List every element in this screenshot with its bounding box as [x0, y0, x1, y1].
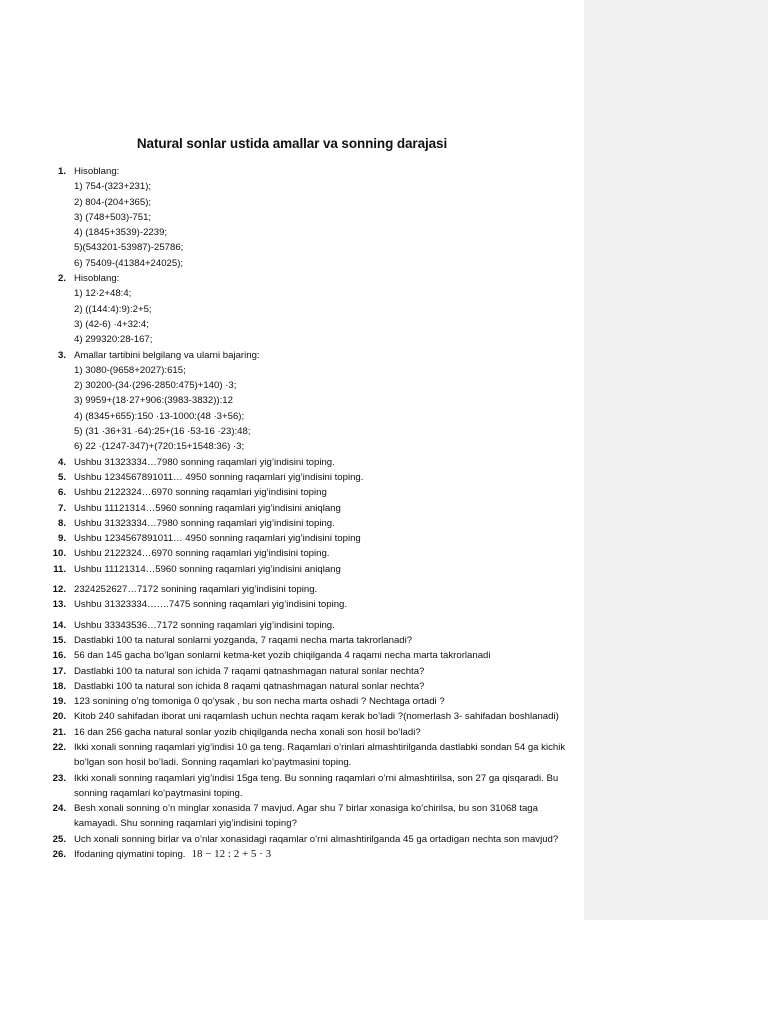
- problem-text: 2324252627…7172 sonining raqamlari yig’indisini toping.: [74, 584, 318, 596]
- problem-body: [74, 271, 580, 347]
- problem-item: [50, 582, 580, 597]
- problem-body: [74, 485, 580, 500]
- problem-body: [74, 847, 580, 862]
- sub-problem: 1) 12·2+48:4;: [74, 288, 132, 300]
- problem-text: 56 dan 145 gacha bo’lgan sonlarni ketma-ket yozib chiqilganda 4 raqami necha marta takrorlanadi: [74, 650, 491, 662]
- problem-number: 8.: [57, 517, 66, 529]
- problem-body: [74, 801, 580, 832]
- sub-problem: 5) (31 ·36+31 ·64):25+(16 ·53-16 ·23):48;: [74, 426, 251, 438]
- problem-number: 4.: [57, 456, 66, 468]
- sub-problem: 2) ((144:4):9):2+5;: [74, 303, 152, 315]
- problem-item: [50, 164, 580, 271]
- problem-text: 123 sonining o’ng tomoniga 0 qo’ysak , bu son necha marta oshadi ? Nechtaga ortadi ?: [74, 696, 445, 708]
- problem-text: Besh xonali sonning o’n minglar xonasida 7 mavjud. Agar shu 7 birlar xonasiga ko’chirilsa, bu son 31068 taga kamayadi. Shu sonning raqamlari yig’indisini toping?: [74, 803, 538, 830]
- problem-number: 14.: [52, 619, 66, 631]
- problem-item: [50, 801, 580, 832]
- problem-text: Ushbu 11121314…5960 sonning raqamlari yig’indisini aniqlang: [74, 502, 341, 514]
- sub-problem: 6) 22 ·(1247-347)+(720:15+1548:36) ·3;: [74, 441, 245, 453]
- problem-item: [50, 470, 580, 485]
- problem-text: Uch xonali sonning birlar va o’nlar xonasidagi raqamlar o’rni almashtirilganda 45 ga ortadigan nechta son mavjud?: [74, 833, 559, 845]
- problem-item: [50, 771, 580, 802]
- problem-number: 5.: [57, 471, 66, 483]
- sub-problem: 1) 754-(323+231);: [74, 181, 152, 193]
- problem-body: [74, 562, 580, 577]
- problem-body: [74, 648, 580, 663]
- problem-number: 9.: [57, 533, 66, 545]
- problem-body: [74, 501, 580, 516]
- problem-item: [50, 546, 580, 561]
- problem-text: 16 dan 256 gacha natural sonlar yozib chiqilganda necha xonali son hosil bo’ladi?: [74, 726, 421, 738]
- problem-text: Hisoblang:: [74, 273, 120, 285]
- problem-text: Dastlabki 100 ta natural son ichida 8 raqami qatnashmagan natural sonlar nechta?: [74, 680, 425, 692]
- problem-item: [50, 694, 580, 709]
- problem-number: 15.: [52, 634, 66, 646]
- sub-problem: 4) (8345+655):150 ·13-1000:(48 ·3+56);: [74, 410, 245, 422]
- problem-number: 17.: [52, 665, 66, 677]
- problem-text: Amallar tartibini belgilang va ularni bajaring:: [74, 349, 260, 361]
- problem-item: [50, 485, 580, 500]
- problem-text: Ushbu 31323334…….7475 sonning raqamlari yig’indisini toping.: [74, 599, 348, 611]
- problem-body: [74, 546, 580, 561]
- problem-body: [74, 740, 580, 771]
- problem-body: [74, 709, 580, 724]
- problem-body: [74, 470, 580, 485]
- problem-number: 7.: [57, 502, 66, 514]
- problem-item: [50, 679, 580, 694]
- problem-item: [50, 271, 580, 347]
- problem-item: [50, 516, 580, 531]
- problem-item: [50, 709, 580, 724]
- problem-number: 6.: [57, 487, 66, 499]
- problem-body: [74, 832, 580, 847]
- problem-item: [50, 740, 580, 771]
- problem-item: [50, 648, 580, 663]
- problem-body: [74, 597, 580, 612]
- problem-body: [74, 771, 580, 802]
- problem-text: Ifodaning qiymatini toping.: [74, 849, 186, 861]
- problem-text: Ikki xonali sonning raqamlari yig’indisi 10 ga teng. Raqamlari o’rinlari almashtirilganda dastlabki sondan 54 ga kichik bo’lgan son hosil bo’ladi. Sonning raqamlari ko’paytmasini toping.: [74, 741, 566, 769]
- problem-text: Ushbu 2122324…6970 sonning raqamlari yig’indisini toping: [74, 487, 327, 499]
- problem-item: [50, 562, 580, 577]
- problem-text: Ushbu 31323334…7980 sonning raqamlari yig’indisini toping.: [74, 517, 335, 529]
- problem-number: 10.: [52, 548, 66, 560]
- problem-body: [74, 679, 580, 694]
- problem-text: Hisoblang:: [74, 166, 120, 177]
- problem-item: [50, 633, 580, 648]
- problem-number: 3.: [57, 349, 66, 361]
- problem-item: [50, 501, 580, 516]
- problem-number: 26.: [52, 849, 66, 861]
- problem-body: [74, 348, 580, 455]
- problem-number: 20.: [52, 711, 66, 723]
- document-title: Natural sonlar ustida amallar va sonning darajasi: [136, 136, 448, 151]
- problem-number: 21.: [52, 726, 66, 738]
- problem-number: 22.: [52, 741, 66, 753]
- problem-body: [74, 633, 580, 648]
- problem-number: 12.: [52, 584, 66, 596]
- problem-body: [74, 694, 580, 709]
- problem-number: 11.: [53, 563, 66, 575]
- problem-text: Ushbu 11121314…5960 sonning raqamlari yig’indisini aniqlang: [74, 563, 341, 575]
- problem-number: 2.: [57, 273, 66, 285]
- problem-text: Ushbu 33343536…7172 sonning raqamlari yig’indisini toping.: [74, 619, 335, 631]
- problem-number: 25.: [52, 833, 66, 845]
- problem-item: [50, 832, 580, 847]
- problem-item: [50, 618, 580, 633]
- problem-text: Ushbu 1234567891011… 4950 sonning raqamlari yig’indisini toping.: [74, 471, 364, 483]
- problem-text: Kitob 240 sahifadan iborat uni raqamlash uchun nechta raqam kerak bo’ladi ?(nomerlash 3- sahifadan boshlanadi): [74, 711, 559, 723]
- sub-problem: 3) 9959+(18·27+906:(3983-3832)):12: [74, 395, 233, 407]
- problem-item: [50, 597, 580, 612]
- problem-body: [74, 725, 580, 740]
- problem-text: Ikki xonali sonning raqamlari yig’indisi 15ga teng. Bu sonning raqamlari o’rni almashtirilsa, son 27 ga qisqaradi. Bu sonning raqamlari ko’paytmasini toping.: [74, 772, 559, 799]
- sub-problem: 4) 299320:28-167;: [74, 334, 153, 346]
- sub-problem: 3) (42-6) ·4+32:4;: [74, 318, 149, 330]
- problem-formula: 18 − 12 : 2 + 5 · 3: [191, 848, 272, 861]
- sub-problem: 4) (1845+3539)-2239;: [74, 227, 168, 239]
- problem-number: 23.: [52, 772, 66, 784]
- problem-item: [50, 455, 580, 470]
- problem-body: [74, 664, 580, 679]
- problem-item: [50, 725, 580, 740]
- comment-pane: [584, 0, 768, 920]
- problem-body: [74, 516, 580, 531]
- problem-body: [74, 164, 580, 271]
- sub-problem: 1) 3080-(9658+2027):615;: [74, 364, 186, 376]
- problem-item: [50, 664, 580, 679]
- problem-number: 16.: [52, 650, 66, 662]
- problem-text: Dastlabki 100 ta natural son ichida 7 raqami qatnashmagan natural sonlar nechta?: [74, 665, 425, 677]
- problem-number: 24.: [52, 803, 66, 815]
- problem-text: Ushbu 1234567891011… 4950 sonning raqamlari yig’indisini toping: [74, 533, 361, 545]
- problem-number: 1.: [57, 166, 66, 177]
- sub-problem: 5)(543201-53987)-25786;: [74, 242, 184, 254]
- problem-text: Dastlabki 100 ta natural sonlarni yozganda, 7 raqami necha marta takrorlanadi?: [74, 634, 413, 646]
- problem-item: [50, 847, 580, 862]
- sub-problem: 2) 804-(204+365);: [74, 196, 152, 208]
- problem-text: Ushbu 31323334…7980 sonning raqamlari yig’indisini toping.: [74, 456, 335, 468]
- problem-item: [50, 531, 580, 546]
- problem-number: 19.: [52, 696, 66, 708]
- problem-body: [74, 618, 580, 633]
- problem-body: [74, 455, 580, 470]
- problem-item: [50, 348, 580, 455]
- sub-problem: 2) 30200-(34·(296-2850:475)+140) ·3;: [74, 380, 237, 392]
- problem-number: 18.: [52, 680, 66, 692]
- problem-number: 13.: [52, 599, 66, 611]
- sub-problem: 3) (748+503)-751;: [74, 211, 152, 223]
- problem-body: [74, 531, 580, 546]
- problem-text: Ushbu 2122324…6970 sonning raqamlari yig’indisini toping.: [74, 548, 330, 560]
- sub-problem: 6) 75409-(41384+24025);: [74, 257, 184, 269]
- problem-body: [74, 582, 580, 597]
- problem-list: [50, 164, 580, 862]
